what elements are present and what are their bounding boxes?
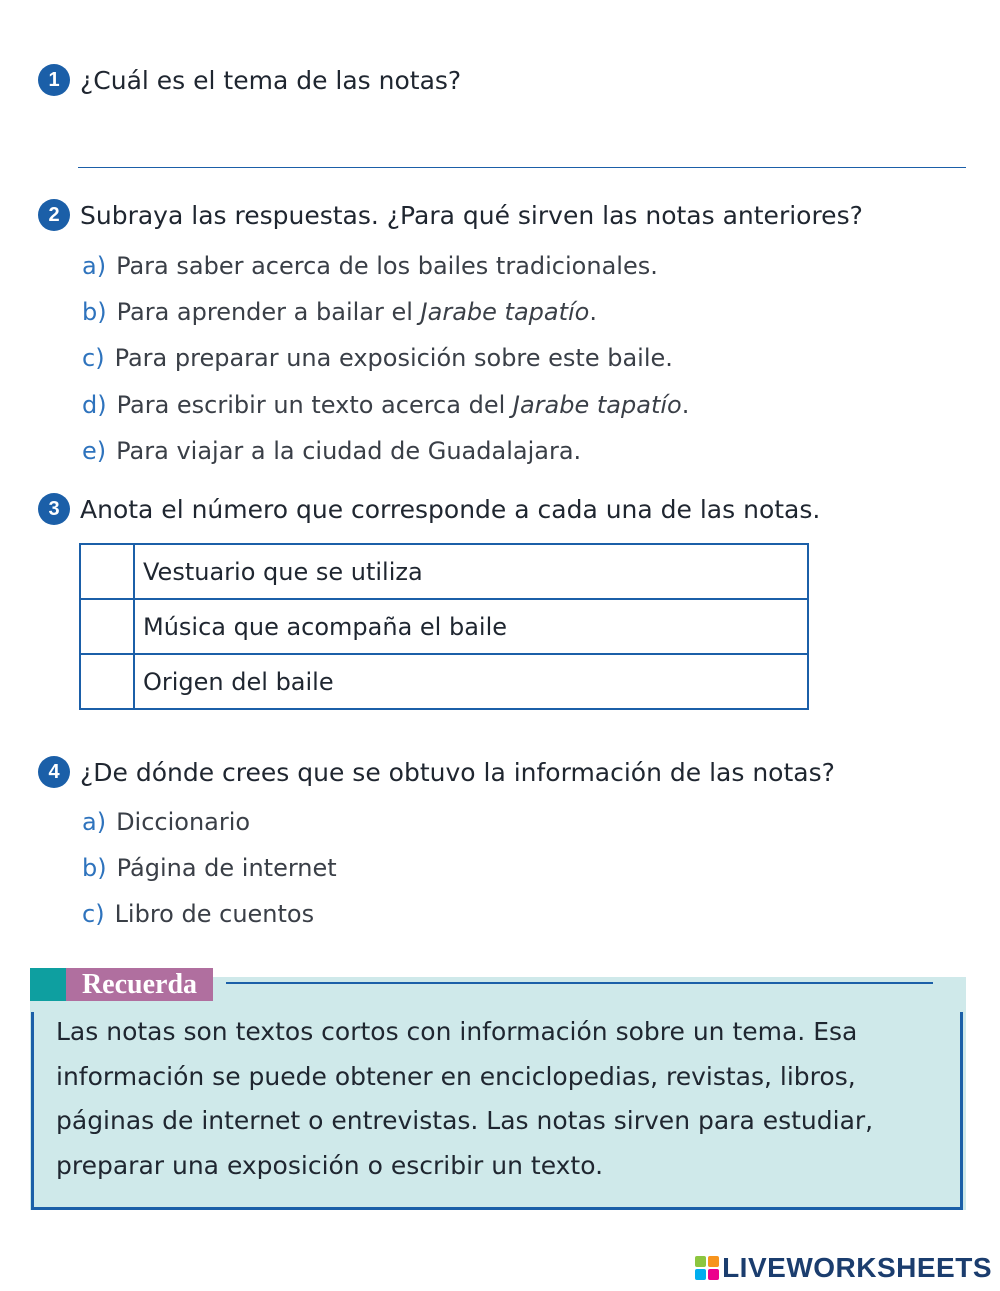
option-tail: . [681,391,690,419]
question-4-text: ¿De dónde crees que se obtuvo la información de las notas? [80,757,835,787]
q2-option-e[interactable] [82,437,581,465]
option-text: Libro de cuentos [114,900,315,928]
question-1 [38,64,461,96]
recuerda-line: Las notas son textos cortos con información sobre un tema. Esa [56,1017,858,1046]
number-cell[interactable] [80,654,134,709]
option-tail: . [589,298,597,326]
question-number-2: 2 [38,199,70,231]
option-italic-text: Jarabe tapatío [512,391,682,419]
question-number-3: 3 [38,493,70,525]
number-input[interactable] [81,601,137,653]
recuerda-line: preparar una exposición o escribir un texto. [56,1150,604,1180]
option-letter: b) [82,298,107,326]
recuerda-rule [226,982,933,984]
question-2-text: Subraya las respuestas. ¿Para qué sirven las notas anteriores? [80,200,863,230]
number-cell[interactable] [80,544,134,599]
option-letter: c) [82,900,105,928]
recuerda-line: páginas de internet o entrevistas. Las notas sirven para estudiar, [56,1106,874,1135]
note-label: Origen del baile [134,654,808,709]
q2-option-d[interactable] [82,391,689,419]
table-row [80,654,808,709]
q4-option-c[interactable] [82,900,314,928]
question-1-text: ¿Cuál es el tema de las notas? [80,65,462,95]
number-cell[interactable] [80,599,134,654]
option-italic-text: Jarabe tapatío [420,298,590,326]
option-letter: a) [82,808,107,836]
answer-line[interactable] [78,167,966,168]
number-input[interactable] [81,546,137,598]
option-letter: b) [82,854,107,882]
option-text: Página de internet [116,854,337,882]
option-text: Para escribir un texto acerca del [116,391,513,419]
option-text: Para preparar una exposición sobre este baile. [114,344,673,372]
recuerda-corner-block [30,968,66,1001]
option-text: Diccionario [116,808,251,836]
option-letter: e) [82,437,107,465]
table-row [80,544,808,599]
q4-option-a[interactable] [82,808,250,836]
q2-option-b[interactable] [82,298,597,326]
option-text: Para viajar a la ciudad de Guadalajara. [116,437,582,465]
brand-text: LIVEWORKSHEETS [722,1252,992,1283]
recuerda-line: información se puede obtener en enciclopedias, revistas, libros, [56,1061,856,1091]
notes-table [79,543,809,710]
question-2 [38,199,863,231]
table-row [80,599,808,654]
question-3 [38,493,820,525]
q2-option-a[interactable] [82,252,658,280]
option-letter: d) [82,391,107,419]
note-label: Vestuario que se utiliza [134,544,808,599]
question-4 [38,756,835,788]
liveworksheets-brand [695,1252,992,1284]
q2-option-c[interactable] [82,344,673,372]
option-text: Para aprender a bailar el [116,298,421,326]
option-text: Para saber acerca de los bailes tradicionales. [116,252,658,280]
number-input[interactable] [81,656,137,708]
option-letter: c) [82,344,105,372]
recuerda-body [56,1010,936,1188]
q4-option-b[interactable] [82,854,337,882]
liveworksheets-logo-icon [695,1256,719,1280]
question-number-4: 4 [38,756,70,788]
option-letter: a) [82,252,107,280]
note-label: Música que acompaña el baile [134,599,808,654]
question-3-text: Anota el número que corresponde a cada una de las notas. [80,494,821,524]
question-number-1: 1 [38,64,70,96]
recuerda-title: Recuerda [66,968,213,1001]
